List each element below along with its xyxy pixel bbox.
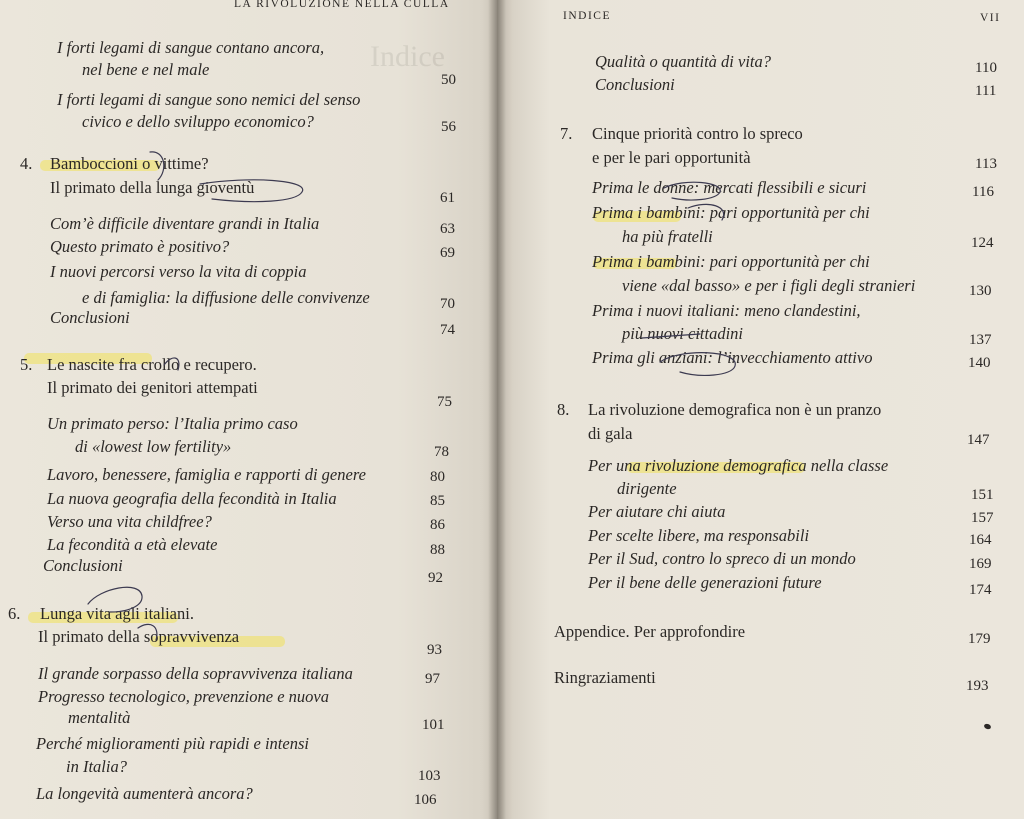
- page-number: 50: [441, 72, 456, 88]
- toc-section: Prima gli anziani: l’invecchiamento attivo: [592, 348, 873, 367]
- toc-section: Com’è difficile diventare grandi in Italia: [50, 214, 320, 233]
- chapter-title: Lunga vita agli italiani.: [40, 604, 194, 623]
- toc-section: Per il bene delle generazioni future: [588, 573, 822, 592]
- page-number: 110: [975, 60, 997, 76]
- toc-section: La longevità aumenterà ancora?: [36, 784, 253, 803]
- toc-section: Per aiutare chi aiuta: [588, 502, 726, 521]
- toc-section: La nuova geografia della fecondità in Italia: [47, 489, 337, 508]
- toc-section-cont: ha più fratelli: [622, 227, 713, 246]
- toc-section: Conclusioni: [595, 75, 675, 94]
- toc-section-cont: e di famiglia: la diffusione delle convivenze: [82, 288, 370, 307]
- toc-section-cont: in Italia?: [66, 757, 127, 776]
- chapter-subtitle: Il primato della sopravvivenza: [38, 627, 240, 646]
- running-header: INDICE: [563, 10, 611, 22]
- page-number: 164: [969, 532, 992, 548]
- page-number: 124: [971, 235, 994, 251]
- chapter-title: Cinque priorità contro lo spreco: [592, 124, 803, 143]
- toc-section: I nuovi percorsi verso la vita di coppia: [50, 262, 307, 281]
- page-number: 63: [440, 221, 455, 237]
- page-number: 97: [425, 671, 440, 687]
- page-number: 56: [441, 119, 456, 135]
- page-number: 147: [967, 432, 990, 448]
- page-number: 61: [440, 190, 455, 206]
- toc-section: Prima i bambini: pari opportunità per chi: [592, 203, 870, 222]
- show-through-text: Indice: [370, 40, 445, 73]
- page-number: 179: [968, 631, 991, 647]
- toc-section-cont: viene «dal basso» e per i figli degli stranieri: [622, 276, 916, 295]
- page-number: 130: [969, 283, 992, 299]
- chapter-title-cont: e per le pari opportunità: [592, 148, 751, 167]
- toc-entry-cont: civico e dello sviluppo economico?: [82, 112, 314, 131]
- toc-section: Prima i nuovi italiani: meno clandestini,: [592, 301, 861, 320]
- toc-entry: I forti legami di sangue sono nemici del senso: [57, 90, 361, 109]
- right-page: [497, 0, 1024, 819]
- chapter-number: 5.: [20, 355, 33, 374]
- page-number: 70: [440, 296, 455, 312]
- page-number: 116: [972, 184, 994, 200]
- chapter-title-cont: di gala: [588, 424, 633, 443]
- toc-section: Verso una vita childfree?: [47, 512, 212, 531]
- toc-section: Prima le donne: mercati flessibili e sicuri: [592, 178, 867, 197]
- toc-section: Il grande sorpasso della sopravvivenza italiana: [38, 664, 353, 683]
- page-number: 157: [971, 510, 994, 526]
- page-folio: VII: [980, 12, 1001, 24]
- ink-dot: [983, 723, 991, 730]
- page-number: 92: [428, 570, 443, 586]
- chapter-number: 7.: [560, 124, 573, 143]
- page-number: 103: [418, 768, 441, 784]
- toc-section: Conclusioni: [50, 308, 130, 327]
- book-gutter: [488, 0, 506, 819]
- toc-section: Conclusioni: [43, 556, 123, 575]
- page-number: 106: [414, 792, 437, 808]
- chapter-title: Le nascite fra crollo e recupero.: [47, 355, 257, 374]
- toc-section: Per il Sud, contro lo spreco di un mondo: [588, 549, 856, 568]
- toc-acknowledgements: Ringraziamenti: [554, 668, 656, 687]
- page-number: 101: [422, 717, 445, 733]
- chapter-number: 4.: [20, 154, 33, 173]
- chapter-subtitle: Il primato della lunga gioventù: [50, 178, 255, 197]
- toc-section: Un primato perso: l’Italia primo caso: [47, 414, 298, 433]
- page-number: 111: [975, 83, 997, 99]
- page-number: 174: [969, 582, 992, 598]
- page-number: 86: [430, 517, 445, 533]
- toc-section: Prima i bambini: pari opportunità per chi: [592, 252, 870, 271]
- page-number: 193: [966, 678, 989, 694]
- toc-appendix: Appendice. Per approfondire: [554, 622, 746, 641]
- running-header: LA RIVOLUZIONE NELLA CULLA: [234, 0, 450, 10]
- page-number: 75: [437, 394, 452, 410]
- page-number: 88: [430, 542, 445, 558]
- toc-entry-cont: nel bene e nel male: [82, 60, 210, 79]
- toc-section-cont: mentalità: [68, 708, 131, 727]
- page-number: 169: [969, 556, 992, 572]
- toc-section-cont: di «lowest low fertility»: [75, 437, 232, 456]
- chapter-title: Bamboccioni o vittime?: [50, 154, 209, 173]
- page-number: 151: [971, 487, 994, 503]
- page-number: 69: [440, 245, 455, 261]
- page-number: 80: [430, 469, 445, 485]
- toc-section: Questo primato è positivo?: [50, 237, 230, 256]
- toc-section: Perché miglioramenti più rapidi e intensi: [36, 734, 309, 753]
- toc-section-cont: dirigente: [617, 479, 677, 498]
- page-number: 74: [440, 322, 455, 338]
- toc-section: Qualità o quantità di vita?: [595, 52, 771, 71]
- page-number: 140: [968, 355, 991, 371]
- toc-section: Per una rivoluzione demografica nella classe: [588, 456, 889, 475]
- toc-entry: I forti legami di sangue contano ancora,: [57, 38, 325, 57]
- page-number: 78: [434, 444, 449, 460]
- page-number: 85: [430, 493, 445, 509]
- page-number: 93: [427, 642, 442, 658]
- toc-section: Progresso tecnologico, prevenzione e nuova: [38, 687, 329, 706]
- toc-section: La fecondità a età elevate: [47, 535, 218, 554]
- left-page: [0, 0, 497, 819]
- page-number: 113: [975, 156, 997, 172]
- toc-section-cont: più nuovi cittadini: [622, 324, 743, 343]
- toc-section: Lavoro, benessere, famiglia e rapporti di genere: [47, 465, 366, 484]
- chapter-subtitle: Il primato dei genitori attempati: [47, 378, 258, 397]
- toc-section: Per scelte libere, ma responsabili: [588, 526, 810, 545]
- chapter-title: La rivoluzione demografica non è un pranzo: [588, 400, 882, 419]
- chapter-number: 8.: [557, 400, 570, 419]
- chapter-number: 6.: [8, 604, 21, 623]
- page-number: 137: [969, 332, 992, 348]
